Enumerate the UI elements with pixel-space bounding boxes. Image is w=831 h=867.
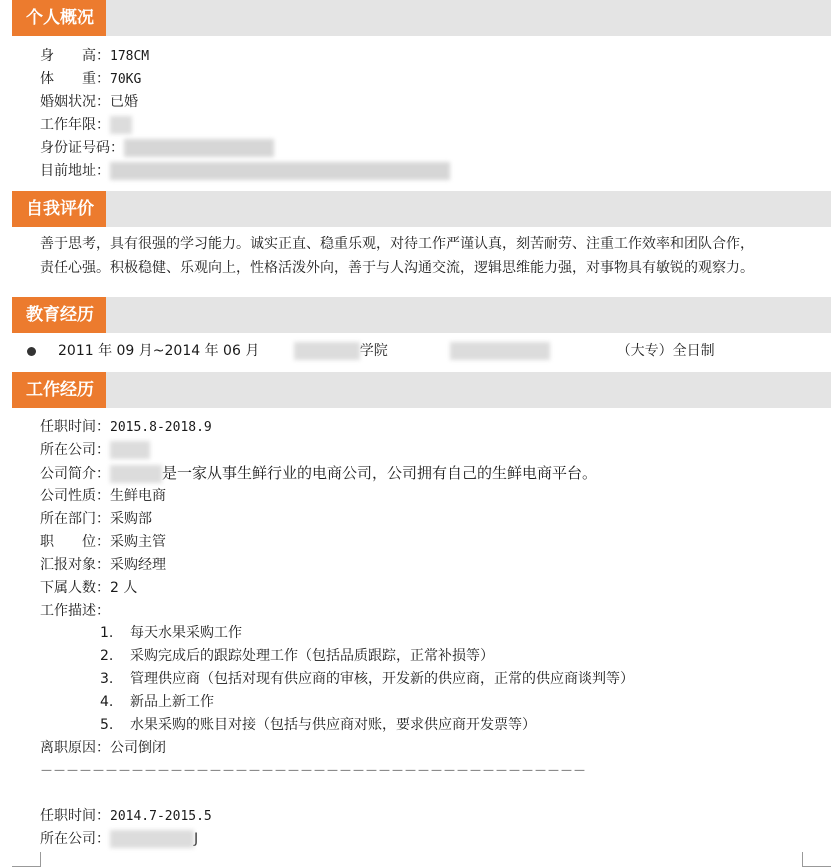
weight-value: 70KG — [110, 72, 142, 87]
redacted-major — [450, 342, 550, 360]
id-label: 身份证号码： — [40, 140, 124, 156]
marital-label: 婚姻状况： — [40, 94, 110, 110]
duty-item — [100, 646, 494, 666]
duty-text: 水果采购的账目对接（包括与供应商对账，要求供应商开发票等） — [130, 717, 536, 733]
self-eval-text — [40, 232, 820, 280]
job1-company-row — [40, 440, 150, 460]
redacted-company-2 — [110, 830, 194, 848]
job2-company-tail: J — [194, 831, 199, 847]
job1-leave-value: 公司倒闭 — [110, 740, 166, 756]
duty-text: 采购完成后的跟踪处理工作（包括品质跟踪，正常补损等） — [130, 648, 494, 664]
job1-position-label: 职 位： — [40, 534, 110, 550]
marital-row — [40, 92, 138, 112]
id-row — [40, 138, 274, 158]
job1-dept-label: 所在部门： — [40, 511, 110, 527]
duty-number: 1. — [100, 625, 114, 641]
education-school-suffix: 学院 — [359, 343, 388, 359]
job1-nature-value: 生鲜电商 — [110, 488, 166, 504]
page-corner-mark-right — [802, 852, 831, 867]
duty-number: 2. — [100, 648, 114, 664]
job1-intro-value: 是一家从事生鲜行业的电商公司，公司拥有自己的生鲜电商平台。 — [162, 464, 598, 482]
job1-nature-label: 公司性质： — [40, 488, 110, 504]
job1-position-value: 采购主管 — [110, 534, 166, 550]
address-label: 目前地址： — [40, 163, 110, 179]
redacted-address — [110, 162, 450, 180]
job1-subs-value: 2 人 — [110, 580, 138, 596]
duty-text: 新品上新工作 — [130, 694, 214, 710]
duty-item — [100, 715, 536, 735]
duty-item — [100, 623, 242, 643]
education-period: 2011 年 09 月~2014 年 06 月 — [58, 343, 260, 359]
address-row — [40, 161, 450, 181]
duty-text: 管理供应商（包括对现有供应商的审核，开发新的供应商，正常的供应商谈判等） — [130, 671, 634, 687]
job1-company-label: 所在公司： — [40, 442, 110, 458]
duty-text: 每天水果采购工作 — [130, 625, 242, 641]
section-header-education — [12, 297, 831, 333]
job1-time-label: 任职时间： — [40, 419, 110, 435]
section-title-work: 工作经历 — [12, 372, 106, 408]
self-eval-line-2: 责任心强。积极稳健、乐观向上，性格活泼外向，善于与人沟通交流，逻辑思维能力强，对事物具有敏锐的观察力。 — [40, 260, 754, 276]
job1-nature-row — [40, 486, 166, 506]
job2-time-row — [40, 806, 212, 827]
job1-report-label: 汇报对象： — [40, 557, 110, 573]
job2-company-label: 所在公司： — [40, 831, 110, 847]
education-degree: （大专）全日制 — [616, 343, 715, 359]
job1-time-value: 2015.8-2018.9 — [110, 420, 212, 435]
height-label: 身 高： — [40, 48, 110, 64]
self-eval-line-1: 善于思考，具有很强的学习能力。诚实正直、稳重乐观，对待工作严谨认真，刻苦耐劳、注重工作效率和团队合作， — [40, 236, 754, 252]
job1-dept-row — [40, 509, 152, 529]
duty-item — [100, 692, 214, 712]
height-value: 178CM — [110, 49, 150, 64]
job2-company-row — [40, 829, 198, 849]
section-title-profile: 个人概况 — [12, 0, 106, 36]
job2-time-value: 2014.7-2015.5 — [110, 809, 212, 824]
education-row — [58, 341, 715, 361]
duty-item — [100, 669, 634, 689]
bullet-icon — [27, 347, 36, 356]
redacted-company-intro — [110, 465, 162, 483]
duty-number: 3. — [100, 671, 114, 687]
job1-report-value: 采购经理 — [110, 557, 166, 573]
redacted-id — [124, 139, 274, 157]
weight-label: 体 重： — [40, 71, 110, 87]
job1-dept-value: 采购部 — [110, 511, 152, 527]
years-row — [40, 115, 132, 135]
weight-row — [40, 69, 141, 90]
job1-position-row — [40, 532, 166, 552]
job1-leave-row — [40, 738, 166, 758]
years-label: 工作年限： — [40, 117, 110, 133]
job1-desc-label-row — [40, 601, 110, 621]
separator-line: －－－－－－－－－－－－－－－－－－－－－－－－－－－－－－－－－－－－－－－－－－ — [40, 764, 587, 779]
section-header-self-eval — [12, 191, 831, 227]
job1-time-row — [40, 417, 212, 438]
job1-subs-label: 下属人数： — [40, 580, 110, 596]
section-title-education: 教育经历 — [12, 297, 106, 333]
redacted-company — [110, 441, 150, 459]
duty-number: 5. — [100, 717, 114, 733]
section-header-work — [12, 372, 831, 408]
job1-desc-label: 工作描述： — [40, 603, 110, 619]
duty-number: 4. — [100, 694, 114, 710]
section-title-self-eval: 自我评价 — [12, 191, 106, 227]
job2-time-label: 任职时间： — [40, 808, 110, 824]
job1-leave-label: 离职原因： — [40, 740, 110, 756]
job1-intro-label: 公司简介： — [40, 466, 110, 482]
marital-value: 已婚 — [110, 94, 138, 110]
job1-intro-row — [40, 463, 597, 484]
job1-report-row — [40, 555, 166, 575]
height-row — [40, 46, 149, 67]
redacted-school — [294, 342, 360, 360]
redacted-years — [110, 116, 132, 134]
page-corner-mark-left — [12, 852, 41, 867]
job1-subs-row — [40, 578, 137, 598]
section-header-profile — [12, 0, 831, 36]
